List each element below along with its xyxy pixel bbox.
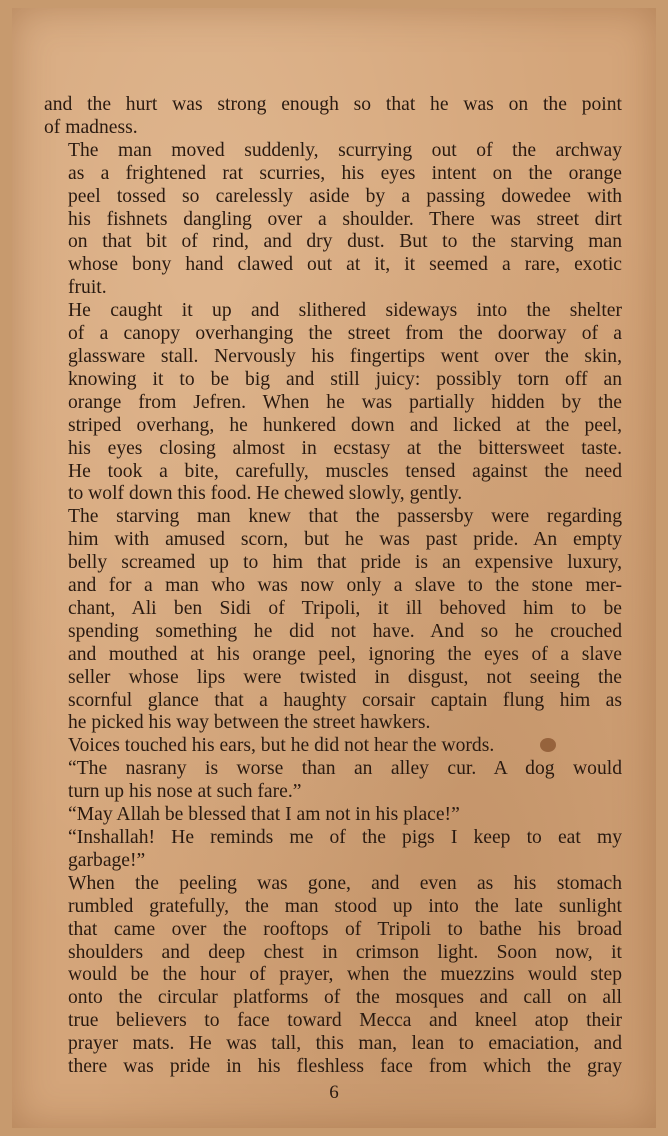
text-line: there was pride in his fleshless face from which the gray	[68, 1056, 622, 1078]
paragraph	[44, 873, 622, 1079]
paragraph	[44, 94, 622, 140]
paragraph	[44, 506, 622, 735]
text-line: and for a man who was now only a slave to the stone mer-	[68, 575, 622, 597]
paragraph	[44, 827, 622, 873]
paragraph	[44, 758, 622, 804]
text-line: his fishnets dangling over a shoulder. There was street dirt	[68, 208, 622, 230]
text-line: spending something he did not have. And so he crouched	[68, 620, 622, 642]
text-line: glassware stall. Nervously his fingertips went over the skin,	[68, 345, 622, 367]
paragraph	[44, 804, 622, 827]
paragraph	[44, 300, 622, 506]
text-line: to wolf down this food. He chewed slowly, gently.	[68, 483, 463, 505]
text-line: knowing it to be big and still juicy: possibly torn off an	[68, 368, 622, 390]
text-line: would be the hour of prayer, when the muezzins would step	[68, 964, 622, 986]
text-line: belly screamed up to him that pride is an expensive luxury,	[68, 552, 622, 574]
text-line: onto the circular platforms of the mosques and call on all	[68, 987, 622, 1009]
text-line: “The nasrany is worse than an alley cur. A dog would	[68, 758, 622, 780]
text-line: “Inshallah! He reminds me of the pigs I keep to eat my	[68, 827, 622, 848]
text-line: Voices touched his ears, but he did not hear the words.	[68, 735, 495, 757]
text-line: fruit.	[68, 277, 107, 299]
text-line: that came over the rooftops of Tripoli to bathe his broad	[68, 918, 622, 940]
text-line: of madness.	[44, 116, 138, 138]
text-line: as a frightened rat scurries, his eyes intent on the orange	[68, 162, 622, 184]
page-number: 6	[329, 1082, 339, 1103]
text-line: true believers to face toward Mecca and kneel atop their	[68, 1010, 622, 1032]
text-line: striped overhang, he hunkered down and licked at the peel,	[68, 414, 622, 436]
text-line: He caught it up and slithered sideways into the shelter	[68, 300, 622, 322]
body-text	[44, 94, 622, 1079]
text-line: shoulders and deep chest in crimson light. Soon now, it	[68, 941, 622, 963]
text-line: seller whose lips were twisted in disgust, not seeing the	[68, 666, 622, 688]
text-line: scornful glance that a haughty corsair captain flung him as	[68, 689, 622, 711]
text-line: whose bony hand clawed out at it, it seemed a rare, exotic	[68, 254, 622, 276]
text-line: of a canopy overhanging the street from the doorway of a	[68, 323, 622, 345]
text-line: The man moved suddenly, scurrying out of the archway	[68, 139, 622, 161]
text-line: and the hurt was strong enough so that he was on the point	[44, 94, 622, 115]
text-line: turn up his nose at such fare.”	[68, 781, 302, 803]
text-line: him with amused scorn, but he was past pride. An empty	[68, 529, 622, 551]
text-line: rumbled gratefully, the man stood up into the late sunlight	[68, 895, 622, 917]
text-line: He took a bite, carefully, muscles tensed against the need	[68, 460, 622, 482]
text-line: “May Allah be blessed that I am not in his place!”	[68, 804, 460, 826]
text-line: When the peeling was gone, and even as his stomach	[68, 872, 622, 894]
text-line: on that bit of rind, and dry dust. But to the starving man	[68, 231, 622, 253]
text-line: his eyes closing almost in ecstasy at the bittersweet taste.	[68, 437, 622, 459]
text-line: peel tossed so carelessly aside by a passing dowedee with	[68, 185, 622, 207]
text-line: and mouthed at his orange peel, ignoring the eyes of a slave	[68, 643, 622, 665]
paragraph	[44, 735, 622, 758]
text-line: chant, Ali ben Sidi of Tripoli, it ill behoved him to be	[68, 597, 622, 619]
text-line: he picked his way between the street hawkers.	[68, 712, 431, 734]
text-line: The starving man knew that the passersby were regarding	[68, 506, 622, 528]
text-line: orange from Jefren. When he was partially hidden by the	[68, 391, 622, 413]
text-line: garbage!”	[68, 849, 146, 871]
paragraph	[44, 140, 622, 300]
text-line: prayer mats. He was tall, this man, lean to emaciation, and	[68, 1033, 622, 1055]
